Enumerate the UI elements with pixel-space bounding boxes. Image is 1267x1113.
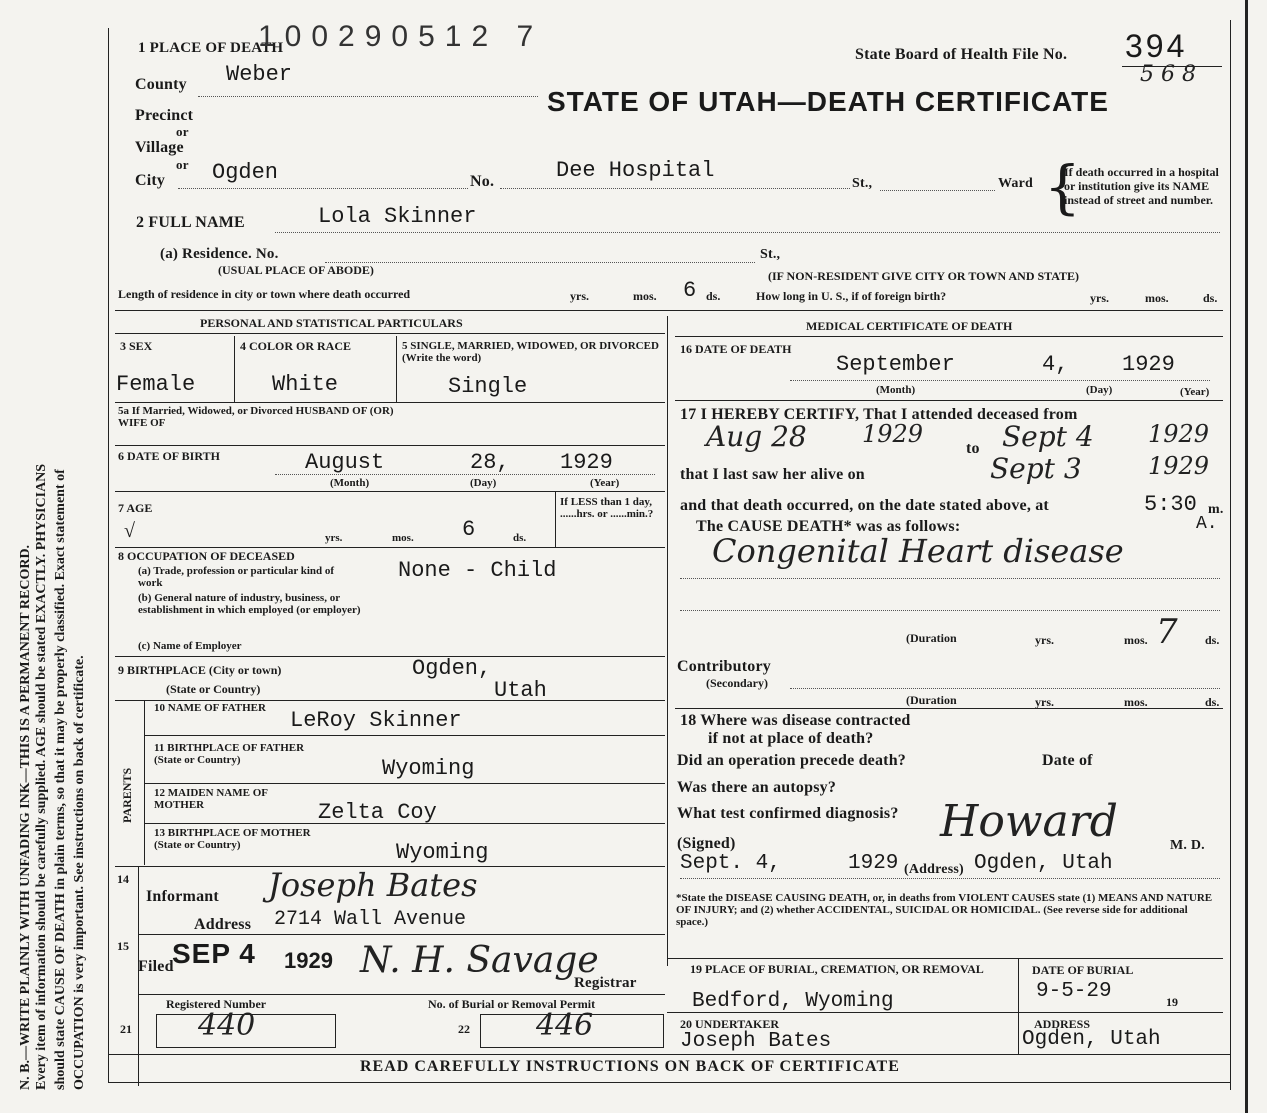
undertaker-address-label: ADDRESS <box>1034 1017 1091 1031</box>
burial-place-label: 19 PLACE OF BURIAL, CREMATION, OR REMOVAL <box>690 962 984 976</box>
no-label: No. <box>470 173 495 190</box>
city-value: Ogden <box>212 160 279 185</box>
occupation-value: None - Child <box>398 558 557 583</box>
village-label: Village <box>135 139 184 156</box>
q18-label: 18 Where was disease contracted <box>680 712 911 729</box>
duration2-ds: ds. <box>1205 695 1220 709</box>
duration-yrs: yrs. <box>1035 633 1054 647</box>
filed-date: SEP 4 <box>172 938 256 969</box>
file-no-sub: 5 6 8 <box>1140 62 1196 87</box>
margin-note-4: OCCUPATION is very important. See instructions on back of certificate. <box>72 655 87 1090</box>
dob-label: 6 DATE OF BIRTH <box>118 449 220 463</box>
dob-day: 28, <box>470 450 510 475</box>
sex-value: Female <box>116 372 196 397</box>
filed-num: 15 <box>117 939 129 953</box>
time-of-death: 5:30 <box>1144 492 1197 517</box>
file-no: 394 <box>1125 28 1188 64</box>
signed-label: (Signed) <box>677 835 736 852</box>
residence-days: 6 <box>683 278 697 303</box>
or-label-1: or <box>176 124 189 139</box>
burial-date-label: DATE OF BURIAL <box>1032 963 1134 977</box>
m-suffix: m. <box>1208 502 1224 517</box>
filed-year: 1929 <box>284 948 333 973</box>
secondary-label: (Secondary) <box>706 676 768 690</box>
signed-date: Sept. 4, <box>680 852 781 875</box>
less-than-label: If LESS than 1 day, ......hrs. or ......min.? <box>560 496 654 520</box>
usual-place-caption: (USUAL PLACE OF ABODE) <box>218 263 374 277</box>
informant-num: 14 <box>117 872 129 886</box>
signed-address-label: (Address) <box>904 862 964 877</box>
age-yrs: yrs. <box>325 532 343 544</box>
physician-address: Ogden, Utah <box>974 852 1113 875</box>
father-name: LeRoy Skinner <box>290 708 462 733</box>
medical-footnote: *State the DISEASE CAUSING DEATH, or, in deaths from VIOLENT CAUSES state (1) MEANS AND NATURE OF INJURY; and (2) whether ACCIDENTAL, SUICIDAL OR HOMICIDAL. (See reverse side for additional space.) <box>676 892 1213 928</box>
informant-signature: Joseph Bates <box>268 866 478 904</box>
to-label: to <box>966 440 980 457</box>
duration-mos: mos. <box>1124 633 1148 647</box>
sex-label: 3 SEX <box>120 339 153 353</box>
meridiem: A. <box>1196 514 1218 534</box>
q18-sub: if not at place of death? <box>708 730 874 747</box>
certify-label: 17 I HEREBY CERTIFY, That I attended deceased from <box>680 406 1078 423</box>
signed-year: 1929 <box>848 852 899 875</box>
parents-label: PARENTS <box>120 767 134 823</box>
margin-note-1: N. B.—WRITE PLAINLY WITH UNFADING INK—THIS IS A PERMANENT RECORD. <box>18 544 33 1090</box>
from-year: 1929 <box>862 420 924 448</box>
marital-label: 5 SINGLE, MARRIED, WIDOWED, OR DIVORCED (Write the word) <box>402 340 659 364</box>
death-month: September <box>836 352 955 377</box>
age-mos: mos. <box>392 532 414 544</box>
dob-year-caption: (Year) <box>590 477 620 489</box>
hospital-name: Dee Hospital <box>556 158 715 183</box>
registrar-signature: N. H. Savage <box>360 940 599 981</box>
last-saw-label: that I last saw her alive on <box>680 466 865 483</box>
undertaker-name: Joseph Bates <box>680 1030 832 1053</box>
ward-label: Ward <box>998 176 1034 191</box>
age-ds: ds. <box>513 532 527 544</box>
last-saw-year: 1929 <box>1148 452 1210 480</box>
column-divider <box>667 316 668 966</box>
undertaker-label: 20 UNDERTAKER <box>680 1017 780 1031</box>
cause-of-death: Congenital Heart disease <box>712 532 1124 570</box>
dob-month: August <box>305 450 385 475</box>
date-of-death-label: 16 DATE OF DEATH <box>680 342 792 356</box>
birthplace-city: Ogden, <box>412 656 492 681</box>
duration-ds: ds. <box>1205 633 1220 647</box>
death-day: 4, <box>1042 352 1069 377</box>
attended-from: Aug 28 <box>706 420 807 453</box>
age-days: 6 <box>462 517 476 542</box>
death-year: 1929 <box>1122 352 1175 377</box>
hospital-note-brace: { <box>1044 153 1081 221</box>
birthplace-label: 9 BIRTHPLACE (City or town) <box>118 663 282 677</box>
footer-instructions: READ CAREFULLY INSTRUCTIONS ON BACK OF CERTIFICATE <box>360 1058 900 1075</box>
county-label: County <box>135 76 187 93</box>
yrs-label: yrs. <box>570 289 589 303</box>
autopsy-label: Was there an autopsy? <box>677 779 837 796</box>
death-year-caption: (Year) <box>1180 386 1210 398</box>
burial-date: 9-5-29 <box>1036 980 1112 1003</box>
personal-heading: PERSONAL AND STATISTICAL PARTICULARS <box>200 316 463 330</box>
county-value: Weber <box>226 62 293 87</box>
duration2-mos: mos. <box>1124 695 1148 709</box>
margin-note-2: Every item of information should be carefully supplied. AGE should be stated EXACTLY. PHYSICIANS <box>34 463 49 1090</box>
filed-label: Filed <box>138 958 174 975</box>
md-label: M. D. <box>1170 838 1205 853</box>
occupation-label: 8 OCCUPATION OF DECEASED <box>118 549 295 563</box>
spouse-label: 5a If Married, Widowed, or Divorced HUSBAND OF (OR) WIFE OF <box>118 405 394 429</box>
ds2-label: ds. <box>1203 291 1218 305</box>
ds-label: ds. <box>706 289 721 303</box>
permit-number: 446 <box>536 1008 594 1043</box>
mother-label: 12 MAIDEN NAME OF MOTHER <box>154 787 268 811</box>
full-name-label: 2 FULL NAME <box>136 214 245 231</box>
duration2-label: (Duration <box>906 693 957 707</box>
margin-note-3: should state CAUSE OF DEATH in plain terms, so that it may be properly classified. Exact statement of <box>53 469 68 1090</box>
mos2-label: mos. <box>1145 291 1169 305</box>
burial-place: Bedford, Wyoming <box>692 990 894 1013</box>
test-label: What test confirmed diagnosis? <box>677 805 899 822</box>
occupation-a-label: (a) Trade, profession or particular kind of work <box>138 565 335 589</box>
physician-signature: Howard <box>940 796 1118 847</box>
mother-name: Zelta Coy <box>318 800 437 825</box>
father-label: 10 NAME OF FATHER <box>154 702 266 714</box>
form-left-border <box>108 28 109 1083</box>
date-of-label: Date of <box>1042 752 1093 769</box>
contributory-label: Contributory <box>677 658 771 675</box>
last-saw-date: Sept 3 <box>990 452 1082 485</box>
father-birthplace: Wyoming <box>382 756 475 781</box>
place-of-death-label: 1 PLACE OF DEATH <box>138 40 284 56</box>
non-resident-caption: (IF NON-RESIDENT GIVE CITY OR TOWN AND STATE) <box>768 269 1080 283</box>
employer-label: (c) Name of Employer <box>138 640 242 652</box>
duration2-yrs: yrs. <box>1035 695 1054 709</box>
burial-year-suffix: 19 <box>1166 995 1178 1009</box>
informant-label: Informant <box>146 888 219 905</box>
informant-address: 2714 Wall Avenue <box>274 908 467 931</box>
form-right-border <box>1230 20 1231 1090</box>
yrs2-label: yrs. <box>1090 291 1109 305</box>
medical-heading: MEDICAL CERTIFICATE OF DEATH <box>806 319 1013 333</box>
father-birthplace-label: 11 BIRTHPLACE OF FATHER (State or Country) <box>154 742 305 766</box>
stamp-number: 100290512 7 <box>258 20 544 53</box>
informant-address-label: Address <box>194 916 252 933</box>
registered-number-label: Registered Number <box>166 997 267 1011</box>
mother-birthplace-label: 13 BIRTHPLACE OF MOTHER (State or Country) <box>154 827 311 851</box>
precinct-label: Precinct <box>135 107 194 124</box>
burial-permit-label: No. of Burial or Removal Permit <box>428 997 596 1011</box>
registrar-label: Registrar <box>574 975 637 991</box>
age-check: √ <box>124 520 135 542</box>
undertaker-address: Ogden, Utah <box>1022 1028 1161 1051</box>
occupation-b-label: (b) General nature of industry, business, or establishment in which employed (or employer) <box>138 592 361 616</box>
residence-label: (a) Residence. No. <box>160 246 279 262</box>
death-day-caption: (Day) <box>1086 384 1113 396</box>
to-year: 1929 <box>1148 420 1210 448</box>
duration-months: 7 <box>1156 612 1178 652</box>
reg-num-prefix: 21 <box>120 1022 132 1036</box>
attended-to: Sept 4 <box>1002 420 1094 453</box>
permit-prefix: 22 <box>458 1022 470 1036</box>
full-name: Lola Skinner <box>318 204 477 229</box>
city-label: City <box>135 172 166 189</box>
mos-label: mos. <box>633 289 657 303</box>
death-month-caption: (Month) <box>876 384 916 396</box>
file-no-label: State Board of Health File No. <box>855 46 1068 63</box>
st-label: St., <box>852 176 873 191</box>
birthplace-state: Utah <box>494 678 547 703</box>
how-long-label: How long in U. S., if of foreign birth? <box>756 289 947 303</box>
length-of-residence-label: Length of residence in city or town where death occurred <box>118 287 411 301</box>
marital-value: Single <box>448 374 528 399</box>
duration-label: (Duration <box>906 631 957 645</box>
dob-day-caption: (Day) <box>470 477 497 489</box>
birthplace-state-label: (State or Country) <box>166 682 261 696</box>
operation-label: Did an operation precede death? <box>677 752 907 769</box>
age-label: 7 AGE <box>118 501 153 515</box>
residence-st: St., <box>760 247 781 262</box>
registered-number: 440 <box>198 1008 256 1043</box>
mother-birthplace: Wyoming <box>396 840 489 865</box>
cause-label: The CAUSE DEATH* was as follows: <box>696 518 961 535</box>
color-value: White <box>272 372 339 397</box>
certificate-title: STATE OF UTAH—DEATH CERTIFICATE <box>547 86 1109 117</box>
dob-month-caption: (Month) <box>330 477 370 489</box>
hospital-note: If death occurred in a hospital or institution give its NAME instead of street and number. <box>1064 165 1219 207</box>
or-label-2: or <box>176 157 189 172</box>
death-occurred-label: and that death occurred, on the date stated above, at <box>680 497 1049 514</box>
color-label: 4 COLOR OR RACE <box>240 339 352 353</box>
dob-year: 1929 <box>560 450 613 475</box>
scan-edge <box>1245 0 1248 1113</box>
